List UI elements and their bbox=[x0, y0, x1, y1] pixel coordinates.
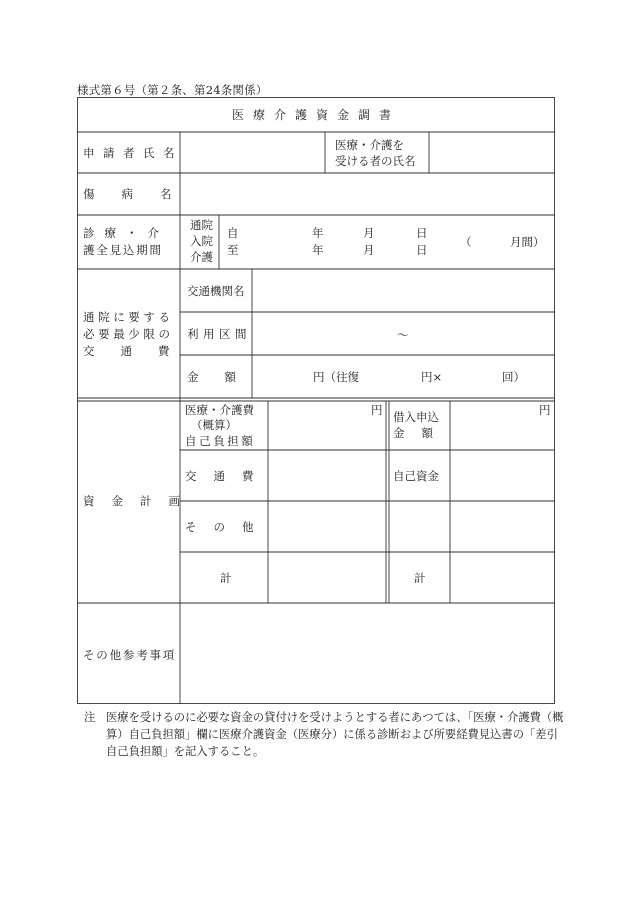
transport-label-line3: 交通費 bbox=[83, 344, 196, 358]
own-funds-label: 自己資金 bbox=[393, 469, 439, 483]
transport-cost-label: 交通費 bbox=[185, 469, 271, 483]
fund-plan-label: 資金計画 bbox=[83, 494, 197, 508]
period-to-day: 日 bbox=[416, 243, 428, 257]
period-type-outpatient: 通院 bbox=[190, 218, 213, 232]
recipient-name-label-line1: 医療・介護を bbox=[335, 138, 404, 152]
total-right-label: 計 bbox=[414, 571, 426, 585]
fare-yen-times: 円× bbox=[421, 370, 443, 384]
applicant-name-field[interactable] bbox=[181, 133, 324, 172]
footnote bbox=[84, 709, 564, 760]
disease-name-field[interactable] bbox=[181, 174, 554, 214]
period-from-label: 自 bbox=[227, 226, 239, 240]
fare-yen-roundtrip: 円（往復 bbox=[313, 370, 359, 384]
recipient-name-label-line2: 受ける者の氏名 bbox=[335, 154, 416, 168]
period-from-day: 日 bbox=[416, 226, 428, 240]
total-left-label: 計 bbox=[220, 571, 232, 585]
remarks-label: その他参考事項 bbox=[83, 648, 177, 662]
applicant-name-label: 申請者氏名 bbox=[83, 146, 183, 160]
period-type-care: 介護 bbox=[190, 250, 213, 264]
loan-amount-yen-unit: 円 bbox=[539, 403, 551, 417]
remarks-field[interactable] bbox=[181, 604, 554, 703]
period-to-year: 年 bbox=[312, 243, 324, 257]
period-from-month: 月 bbox=[363, 226, 375, 240]
period-label-line2: 護全見込期間 bbox=[83, 243, 163, 257]
disease-name-label: 傷病名 bbox=[83, 187, 199, 201]
period-to-month: 月 bbox=[363, 243, 375, 257]
recipient-name-field[interactable] bbox=[430, 133, 554, 172]
loan-amount-label-line1: 借入申込 bbox=[393, 410, 439, 424]
footnote-mark: 注 bbox=[84, 711, 96, 724]
section-tilde: ～ bbox=[397, 328, 409, 342]
medical-cost-label-line3: 自己負担額 bbox=[185, 434, 256, 448]
carrier-name-field[interactable] bbox=[253, 270, 554, 311]
period-to-label: 至 bbox=[227, 243, 239, 257]
section-label: 利用区間 bbox=[187, 327, 251, 341]
medical-cost-label-line1: 医療・介護費 bbox=[185, 403, 254, 417]
transport-label-line1: 通院に要する bbox=[83, 310, 174, 324]
form-title: 医療介護資金調書 bbox=[231, 108, 400, 122]
period-from-year: 年 bbox=[312, 226, 324, 240]
medical-cost-yen-unit: 円 bbox=[371, 403, 383, 417]
form-number: 様式第６号（第２条、第24条関係） bbox=[77, 83, 268, 97]
period-label-line1: 診療・介 bbox=[83, 226, 169, 240]
fare-trip-count: 回） bbox=[502, 370, 525, 384]
carrier-name-label: 交通機関名 bbox=[187, 284, 245, 298]
period-months-close: 月間） bbox=[510, 235, 545, 249]
form-sheet bbox=[77, 97, 555, 704]
fare-amount-label: 金額 bbox=[187, 370, 262, 384]
other-cost-label: その他 bbox=[185, 520, 271, 534]
period-months-open: （ bbox=[460, 235, 472, 249]
footnote-body: 医療を受けるのに必要な資金の貸付けを受けようとする者にあつては、「医療・介護費（概算）自己負担額」欄に医療介護資金（医療分）に係る診断および所要経費見込書の「差引自己負担額」を記入すること。 bbox=[106, 711, 564, 758]
period-type-inpatient: 入院 bbox=[190, 234, 213, 248]
medical-cost-label-line2: （概算） bbox=[191, 418, 237, 432]
transport-label-line2: 必要最少限の bbox=[83, 327, 174, 341]
loan-amount-label-line2: 金額 bbox=[393, 426, 450, 440]
